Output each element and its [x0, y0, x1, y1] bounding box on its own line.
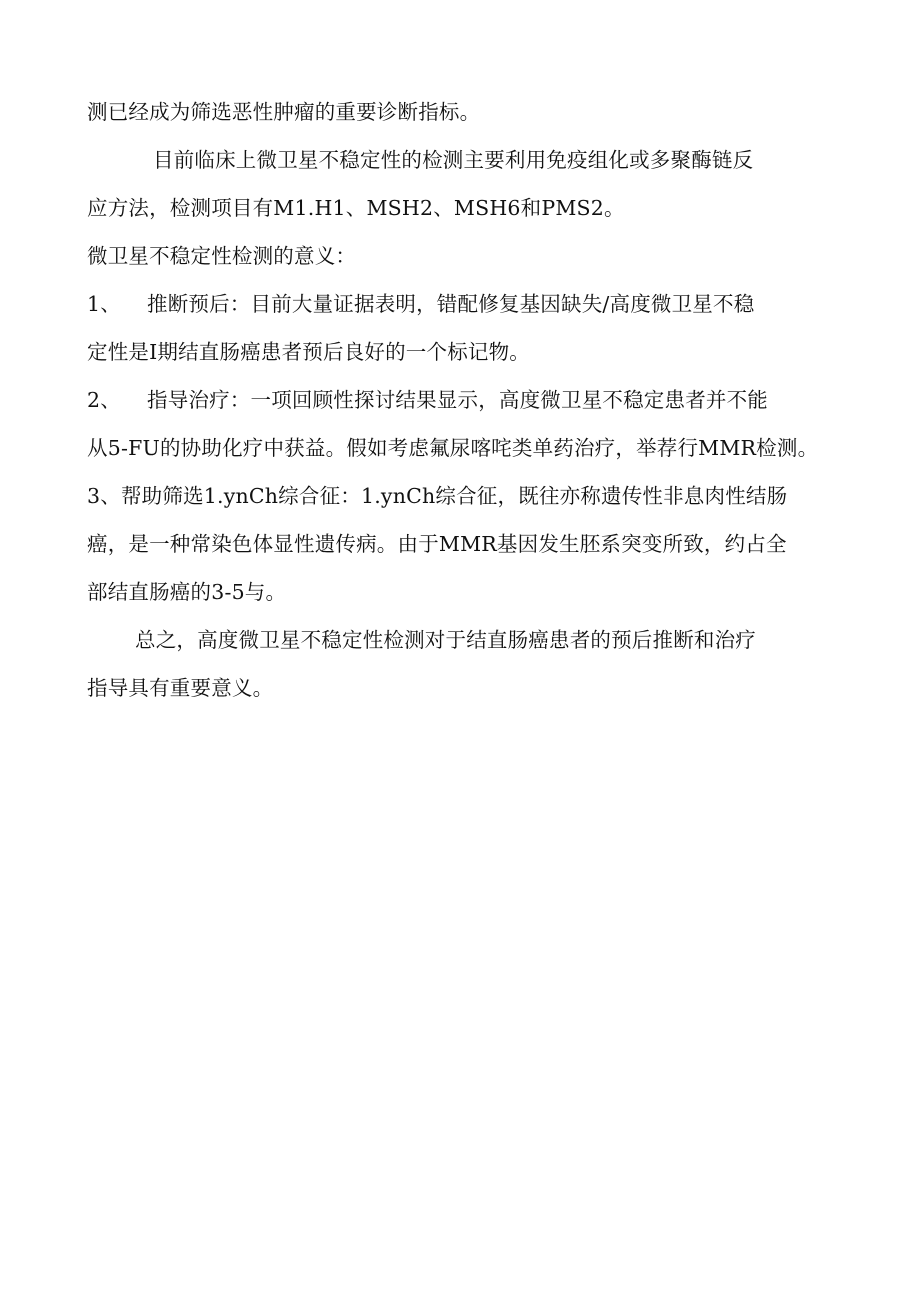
list-item: 3、帮助筛选1.ynCh综合征：1.ynCh综合征，既往亦称遗传性非息肉性结肠 — [87, 484, 788, 508]
section-heading: 微卫星不稳定性检测的意义： — [87, 244, 357, 268]
list-number: 2、 — [87, 388, 121, 412]
list-text: 指导治疗：一项回顾性探讨结果显示，高度微卫星不稳定患者并不能 — [147, 388, 768, 412]
paragraph-line: 总之，高度微卫星不稳定性检测对于结直肠癌患者的预后推断和治疗 — [135, 628, 756, 652]
document-body — [87, 88, 835, 712]
list-item — [87, 376, 835, 424]
paragraph-line: 目前临床上微卫星不稳定性的检测主要利用免疫组化或多聚酶链反 — [153, 148, 754, 172]
list-number: 1、 — [87, 292, 121, 316]
paragraph-line: 癌，是一种常染色体显性遗传病。由于MMR基因发生胚系突变所致，约占全 — [87, 532, 787, 556]
list-text: 推断预后：目前大量证据表明，错配修复基因缺失/高度微卫星不稳 — [147, 292, 755, 316]
paragraph-line: 定性是I期结直肠癌患者预后良好的一个标记物。 — [87, 340, 530, 364]
paragraph-line: 从5-FU的协助化疗中获益。假如考虑氟尿喀咤类单药治疗，举荐行MMR检测。 — [87, 436, 819, 460]
paragraph-line: 应方法，检测项目有M1.H1、MSH2、MSH6和PMS2。 — [87, 196, 625, 220]
paragraph-line: 指导具有重要意义。 — [87, 676, 274, 700]
paragraph-line: 测已经成为筛选恶性肿瘤的重要诊断指标。 — [87, 100, 481, 124]
paragraph-line: 部结直肠癌的3-5与。 — [87, 580, 287, 604]
list-item — [87, 280, 835, 328]
